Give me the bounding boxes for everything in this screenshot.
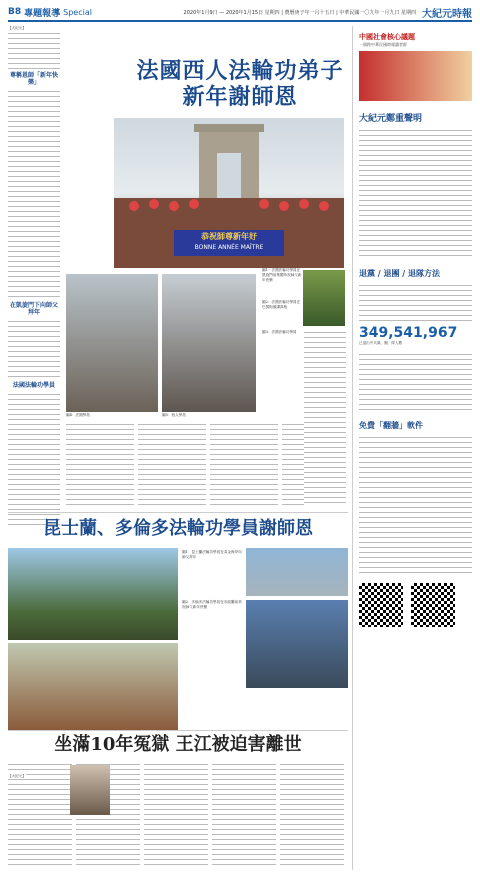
section-name: 專題報導 bbox=[24, 8, 61, 19]
sidebar-ad-title: 中國社會核心議題 bbox=[359, 32, 415, 41]
sidebar-subscribe-body bbox=[359, 283, 472, 323]
sidebar-org-body bbox=[359, 435, 472, 575]
body-text bbox=[8, 392, 60, 526]
lead-byline: 【大紀元】 bbox=[8, 26, 26, 30]
sidebar-count: 349,541,967 bbox=[359, 325, 458, 341]
qr-code-2[interactable] bbox=[411, 583, 455, 627]
lead-right-text bbox=[304, 330, 346, 506]
left-column-text bbox=[8, 26, 60, 526]
photo-caption-2: 圖2：法國法輪功學員在巴黎街頭講真相 bbox=[262, 300, 301, 309]
sidebar-ad-sub: 一個跨中華民國時報讀者群 bbox=[359, 42, 407, 47]
arc-de-triomphe-photo bbox=[114, 118, 344, 268]
sidebar-contact bbox=[359, 352, 472, 412]
subhead-3: 法國法輪功學員 bbox=[12, 382, 55, 389]
photo-caption-3: 圖3：法國法輪功學員 bbox=[262, 330, 297, 334]
portrait-photo bbox=[303, 270, 345, 326]
photo-caption-4: 圖4：法國學員 bbox=[66, 413, 90, 417]
subhead-2: 在凱旋門下向師父拜年 bbox=[9, 302, 58, 316]
queensland-group-photo bbox=[8, 548, 178, 640]
street-photo-2 bbox=[162, 274, 256, 412]
sidebar-subscribe-title: 退黨 / 退團 / 退隊方法 bbox=[359, 268, 440, 278]
right-sidebar bbox=[352, 26, 472, 870]
page-number: B8 bbox=[8, 7, 22, 17]
street-photo-1 bbox=[66, 274, 158, 412]
section2-caption-1: 圖1：昆士蘭法輪功學員在黃金海岸向師父拜年 bbox=[182, 550, 242, 559]
toronto-hall-photo bbox=[246, 600, 348, 688]
sidebar-ad-image bbox=[359, 51, 472, 101]
qr-code-1[interactable] bbox=[359, 583, 403, 627]
photo-caption-5: 圖5：西人學員 bbox=[162, 413, 186, 417]
wang-jiang-portrait bbox=[70, 765, 110, 815]
banner-zh: 恭祝師尊新年好 bbox=[201, 231, 257, 241]
toronto-skyline-photo bbox=[246, 548, 348, 596]
sidebar-statement-body bbox=[359, 128, 472, 258]
section-divider bbox=[8, 512, 348, 513]
body-text bbox=[8, 89, 60, 299]
sidebar-org-title: 免費「翻牆」軟件 bbox=[359, 420, 423, 430]
sidebar-statement-title: 大紀元鄭重聲明 bbox=[359, 114, 423, 124]
section-divider bbox=[8, 730, 348, 731]
toronto-group-photo bbox=[8, 643, 178, 731]
section3-headline: 坐滿10年冤獄 王江被迫害離世 bbox=[54, 734, 302, 755]
body-text bbox=[8, 319, 60, 379]
banner-fr: BONNE ANNÉE MAÎTRE bbox=[194, 244, 264, 251]
masthead-logo: 大紀元時報 bbox=[422, 8, 472, 20]
section3-byline: 【大紀元】 bbox=[8, 774, 26, 778]
section-name-en: Special bbox=[63, 7, 92, 17]
qr-row bbox=[359, 583, 472, 627]
body-text bbox=[8, 31, 60, 69]
section2-caption-2: 圖2：多倫多法輪功學員在市政廳前恭祝師父新年快樂 bbox=[182, 600, 242, 609]
lead-headline: 法國西人法輪功弟子 新年謝師恩 bbox=[136, 58, 344, 110]
sidebar-count-label: 已退出中共黨、團、隊人數 bbox=[359, 341, 403, 345]
subhead-1: 尊稱恩師「新年快樂」 bbox=[9, 72, 58, 86]
photo-caption-1: 圖1：法國法輪功學員在凱旋門前集體恭祝師父新年快樂 bbox=[262, 268, 302, 282]
section3-body bbox=[8, 762, 348, 868]
section2-headline: 昆士蘭、多倫多法輪功學員謝師恩 bbox=[43, 518, 313, 539]
date-line: 2020年1月9日 — 2020年1月15日 星期四 | 農曆庚子年一月十五日 | 中華民國一〇九年一月九日 星期四 bbox=[183, 9, 416, 16]
page-header bbox=[8, 4, 472, 22]
